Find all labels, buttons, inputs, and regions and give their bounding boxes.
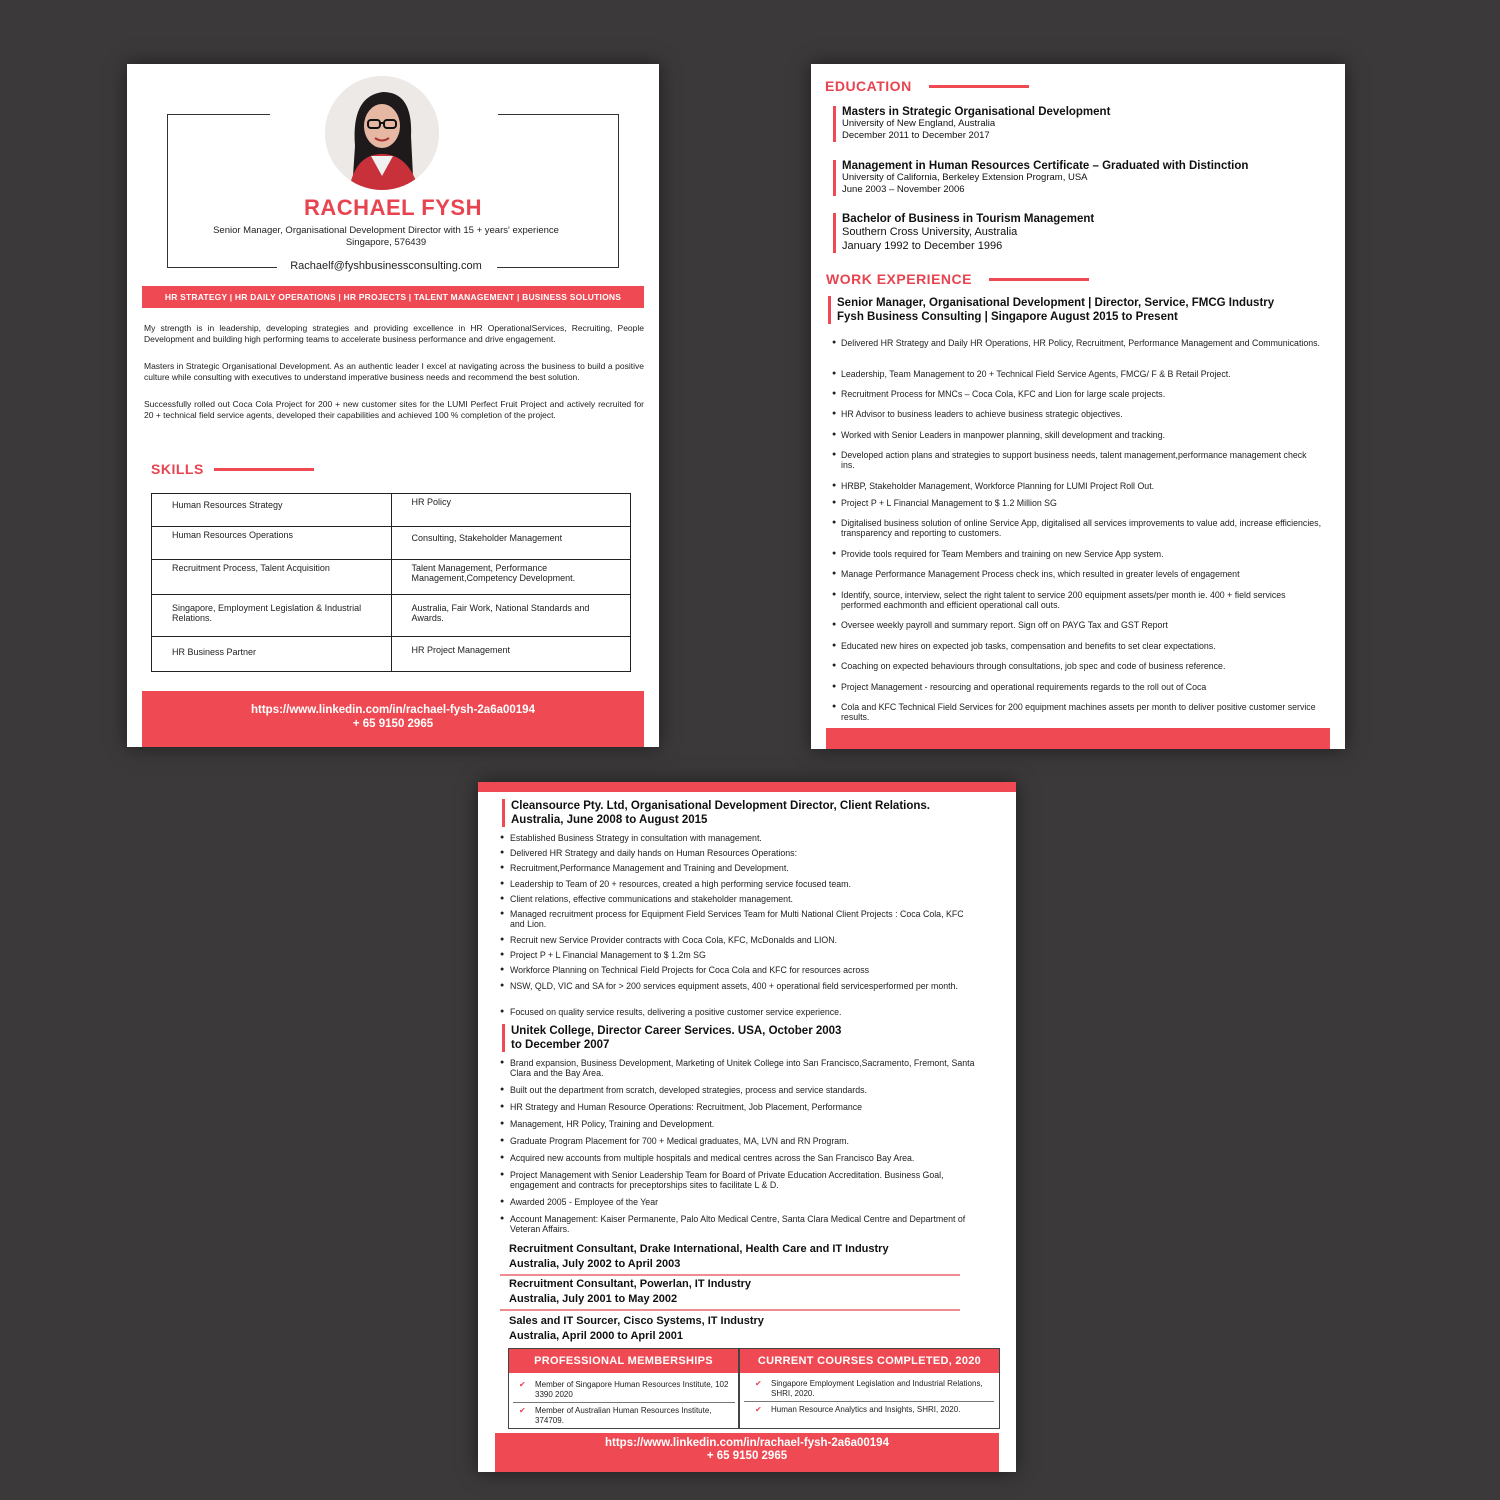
list-item: ● Client relations, effective communications and stakeholder management. (500, 894, 980, 904)
table-row (152, 560, 631, 595)
page-footer-bar (826, 728, 1330, 749)
list-item: ● Project Management - resourcing and operational requirements regards to the roll out of Coca (833, 682, 1321, 692)
candidate-location: Singapore, 576439 (345, 237, 427, 248)
table-cell: Human Resources Operations (152, 527, 392, 560)
table-cell: HR Project Management (391, 637, 631, 672)
table-cell: HR Policy (391, 494, 631, 527)
past-role-dates: Australia, July 2002 to April 2003 (509, 1258, 681, 1270)
job-title: Senior Manager, Organisational Development | Director, Service, FMCG Industry (837, 297, 1275, 309)
list-item: ● Identify, source, interview, select the right talent to service 200 equipment assets/per month ie. 400 + field services performed eachmonth and efficient operational call outs. (833, 590, 1321, 610)
list-item: ● Coaching on expected behaviours through consultations, job spec and code of business reference. (833, 661, 1321, 671)
list-item: ● Graduate Program Placement for 700 + Medical graduates, MA, LVN and RN Program. (500, 1136, 980, 1146)
list-item: ● Managed recruitment process for Equipment Field Services Team for Multi National Client Projects : Coca Cola, KFC and Lion. (500, 909, 980, 929)
job-company-dates: Australia, June 2008 to August 2015 (511, 814, 708, 826)
list-item: ● Project Management with Senior Leadership Team for Board of Private Education Accreditation. Business Goal, engagement and contracts for preceptorships sites to facilitate L & D. (500, 1170, 980, 1190)
past-role (509, 1314, 764, 1344)
table-row (152, 494, 631, 527)
job-heading (828, 296, 1274, 324)
heading-rule (214, 468, 314, 471)
past-role-dates: Australia, April 2000 to April 2001 (509, 1330, 684, 1342)
table-cell: Consulting, Stakeholder Management (391, 527, 631, 560)
contact-footer (142, 691, 644, 747)
profile-photo (325, 76, 439, 190)
institution: University of California, Berkeley Extension Program, USA (842, 172, 1088, 183)
table-cell: HR Business Partner (152, 637, 392, 672)
resume-page-2 (811, 64, 1345, 749)
list-item: ● Project P + L Financial Management to $ 1.2m SG (500, 950, 980, 960)
institution: Southern Cross University, Australia (842, 226, 1018, 238)
institution: University of New England, Australia (842, 118, 996, 129)
table-cell: Singapore, Employment Legislation & Industrial Relations. (152, 595, 392, 637)
course-item (755, 1379, 1001, 1398)
courses-heading: CURRENT COURSES COMPLETED, 2020 (740, 1349, 999, 1373)
phone-number: + 65 9150 2965 (352, 718, 434, 730)
list-item: ● Educated new hires on expected job tasks, compensation and benefits to set clear expectations. (833, 641, 1321, 651)
table-row (152, 595, 631, 637)
table-cell: Talent Management, Performance Management,Competency Development. (391, 560, 631, 595)
candidate-subtitle: Senior Manager, Organisational Development Director with 15 + years' experience (213, 225, 559, 236)
list-item: ● NSW, QLD, VIC and SA for > 200 services equipment assets, 400 + operational field servicesperformed per month. (500, 981, 980, 991)
list-item: ● Oversee weekly payroll and summary report. Sign off on PAYG Tax and GST Report (833, 620, 1321, 630)
list-item: ● Cola and KFC Technical Field Services for 200 equipment machines assets per month to deliver positive customer service results. (833, 702, 1321, 722)
membership-text: Member of Singapore Human Resources Institute, 102 3390 2020 (535, 1380, 729, 1399)
divider (500, 1274, 960, 1276)
column-divider (738, 1349, 740, 1428)
list-item: ● Brand expansion, Business Development, Marketing of Unitek College into San Francisco,Sacramento, Fremont, Santa Clara and the Bay Area. (500, 1058, 980, 1078)
linkedin-link[interactable]: https://www.linkedin.com/in/rachael-fysh-2a6a00194 (251, 704, 535, 716)
contact-footer (495, 1433, 999, 1472)
list-item: ● Project P + L Financial Management to $ 1.2 Million SG (833, 498, 1321, 508)
list-item: ● Workforce Planning on Technical Field Projects for Coca Cola and KFC for resources across (500, 965, 980, 975)
email-link[interactable]: Rachaelf@fyshbusinessconsulting.com (290, 260, 482, 272)
list-item: ● HRBP, Stakeholder Management, Workforce Planning for LUMI Project Roll Out. (833, 481, 1321, 491)
summary-paragraph: Successfully rolled out Coca Cola Project for 200 + new customer sites for the LUMI Perfect Fruit Project and actively recruited for 20 + technical field service agents, developed their capabilities and achieved 100 % completion of the project. (144, 399, 644, 420)
job-title: Unitek College, Director Career Services. USA, October 2003 (511, 1025, 842, 1037)
summary-paragraph: Masters in Strategic Organisational Development. As an authentic leader I excel at navigating across the business to build a positive culture while consulting with executives to understand imperative business needs and recommend the best solution. (144, 361, 644, 382)
past-role (509, 1242, 889, 1272)
heading-rule (929, 85, 1029, 88)
course-text: Singapore Employment Legislation and Industrial Relations, SHRI, 2020. (771, 1379, 983, 1398)
linkedin-link[interactable]: https://www.linkedin.com/in/rachael-fysh-2a6a00194 (605, 1437, 889, 1449)
memberships-heading: PROFESSIONAL MEMBERSHIPS (509, 1349, 738, 1373)
membership-text: Member of Australian Human Resources Institute, 374709. (535, 1406, 712, 1425)
profile-photo-illustration (325, 76, 439, 190)
list-item: ● Developed action plans and strategies to support business needs, talent management,performance management check ins. (833, 450, 1321, 470)
table-row (152, 637, 631, 672)
course-text: Human Resource Analytics and Insights, SHRI, 2020. (771, 1405, 961, 1414)
work-experience-heading: WORK EXPERIENCE (826, 271, 972, 287)
list-item: ● Provide tools required for Team Members and training on new Service App system. (833, 549, 1321, 559)
past-role (509, 1277, 751, 1307)
resume-page-1 (127, 64, 659, 747)
education-entry (833, 106, 1110, 142)
page-top-bar (478, 782, 1016, 792)
degree-title: Masters in Strategic Organisational Development (842, 106, 1111, 118)
list-item: ● HR Advisor to business leaders to achieve business strategic objectives. (833, 409, 1321, 419)
job-company-dates: to December 2007 (511, 1039, 610, 1051)
list-item: ● Manage Performance Management Process check ins, which resulted in greater levels of engagement (833, 569, 1321, 579)
education-heading: EDUCATION (825, 78, 912, 94)
phone-number: + 65 9150 2965 (706, 1450, 788, 1462)
past-role-dates: Australia, July 2001 to May 2002 (509, 1293, 678, 1305)
dates: June 2003 – November 2006 (842, 184, 965, 195)
degree-title: Management in Human Resources Certificate – Graduated with Distinction (842, 160, 1249, 172)
check-icon: ✔ (755, 1405, 762, 1414)
past-role-title: Recruitment Consultant, Drake International, Health Care and IT Industry (509, 1243, 889, 1255)
degree-title: Bachelor of Business in Tourism Management (842, 213, 1095, 225)
list-item: ● Awarded 2005 - Employee of the Year (500, 1197, 980, 1207)
heading-rule (989, 278, 1089, 281)
list-item: ● Leadership to Team of 20 + resources, created a high performing service focused team. (500, 879, 980, 889)
table-cell: Human Resources Strategy (152, 494, 392, 527)
list-item: ● Account Management: Kaiser Permanente, Palo Alto Medical Centre, Santa Clara Medical Centre and Department of Veteran Affairs. (500, 1214, 980, 1234)
skills-table (151, 493, 631, 672)
list-item: ● Built out the department from scratch, developed strategies, process and service standards. (500, 1085, 980, 1095)
resume-page-3 (478, 782, 1016, 1472)
list-item: ● Delivered HR Strategy and Daily HR Operations, HR Policy, Recruitment, Performance Management and Communications. (833, 338, 1321, 348)
list-item: ● Leadership, Team Management to 20 + Technical Field Service Agents, FMCG/ F & B Retail Project. (833, 369, 1321, 379)
list-item: ● Delivered HR Strategy and daily hands on Human Resources Operations: (500, 848, 980, 858)
list-item: ● Recruit new Service Provider contracts with Coca Cola, KFC, McDonalds and LION. (500, 935, 980, 945)
list-item: ● Recruitment,Performance Management and Training and Development. (500, 863, 980, 873)
list-item: ● Recruitment Process for MNCs – Coca Cola, KFC and Lion for large scale projects. (833, 389, 1321, 399)
list-item: ● Digitalised business solution of online Service App, digitalised all services improvements to value add, increase efficiencies, transparency and reporting to customers. (833, 518, 1321, 538)
skills-banner: HR STRATEGY | HR DAILY OPERATIONS | HR PROJECTS | TALENT MANAGEMENT | BUSINESS SOLUTIONS (142, 286, 644, 308)
job-heading (502, 1024, 841, 1052)
dates: December 2011 to December 2017 (842, 130, 990, 141)
past-role-title: Sales and IT Sourcer, Cisco Systems, IT Industry (509, 1315, 764, 1327)
candidate-name: RACHAEL FYSH (304, 195, 482, 220)
course-item (755, 1405, 1001, 1415)
row-divider (513, 1402, 735, 1403)
table-cell: Recruitment Process, Talent Acquisition (152, 560, 392, 595)
list-item: ● Worked with Senior Leaders in manpower planning, skill development and tracking. (833, 430, 1321, 440)
table-cell: Australia, Fair Work, National Standards and Awards. (391, 595, 631, 637)
job-company-dates: Fysh Business Consulting | Singapore August 2015 to Present (837, 311, 1178, 323)
check-icon: ✔ (755, 1379, 762, 1388)
list-item: ● Acquired new accounts from multiple hospitals and medical centres across the San Francisco Bay Area. (500, 1153, 980, 1163)
list-item: ● Established Business Strategy in consultation with management. (500, 833, 980, 843)
memberships-courses-table (508, 1348, 1000, 1429)
divider (500, 1309, 960, 1311)
skills-heading: SKILLS (151, 461, 204, 477)
table-row (152, 527, 631, 560)
education-entry (833, 213, 1094, 253)
summary-paragraph: My strength is in leadership, developing strategies and providing excellence in HR OperationalServices, Recruiting, People Development and building high performing teams to accelerate business performance and drive engagement. (144, 323, 644, 344)
past-role-title: Recruitment Consultant, Powerlan, IT Industry (509, 1278, 752, 1290)
job-heading (502, 799, 930, 827)
job-title: Cleansource Pty. Ltd, Organisational Development Director, Client Relations. (511, 800, 930, 812)
dates: January 1992 to December 1996 (842, 240, 1003, 252)
list-item: ● HR Strategy and Human Resource Operations: Recruitment, Job Placement, Performance (500, 1102, 980, 1112)
check-icon: ✔ (519, 1406, 526, 1415)
row-divider (744, 1401, 994, 1402)
membership-item (519, 1406, 735, 1425)
list-item: ● Management, HR Policy, Training and Development. (500, 1119, 980, 1129)
membership-item (519, 1380, 735, 1399)
list-item: ● Focused on quality service results, delivering a positive customer service experience. (500, 1007, 980, 1017)
education-entry (833, 160, 1248, 196)
check-icon: ✔ (519, 1380, 526, 1389)
